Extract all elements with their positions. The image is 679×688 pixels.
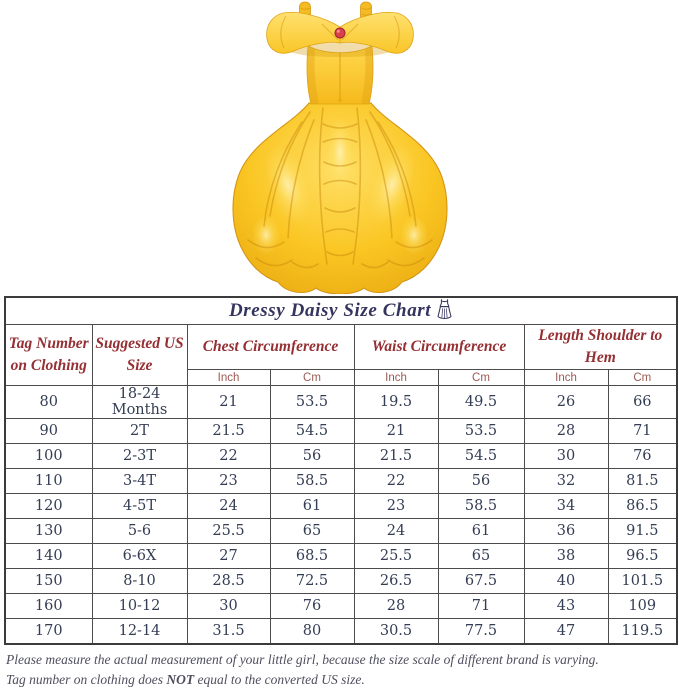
dress-illustration <box>225 0 455 294</box>
size-cell: 22 <box>354 469 438 494</box>
size-cell: 31.5 <box>187 619 270 644</box>
size-row <box>5 544 677 569</box>
size-cell: 28.5 <box>187 569 270 594</box>
size-cell: 47 <box>524 619 608 644</box>
size-row <box>5 386 677 419</box>
size-cell: 25.5 <box>187 519 270 544</box>
size-cell: 100 <box>5 444 92 469</box>
size-cell: 61 <box>270 494 354 519</box>
size-cell: 18-24 Months <box>92 386 187 419</box>
size-cell: 26 <box>524 386 608 419</box>
size-cell: 65 <box>438 544 524 569</box>
column-subheader: Cm <box>438 370 524 386</box>
gem-brooch <box>335 28 345 38</box>
size-cell: 53.5 <box>270 386 354 419</box>
size-row <box>5 494 677 519</box>
size-cell: 38 <box>524 544 608 569</box>
size-cell: 21.5 <box>187 419 270 444</box>
footnotes <box>6 652 679 688</box>
size-cell: 30.5 <box>354 619 438 644</box>
size-cell: 27 <box>187 544 270 569</box>
size-cell: 54.5 <box>270 419 354 444</box>
size-cell: 53.5 <box>438 419 524 444</box>
column-header-0: Tag Number on Clothing <box>5 324 92 386</box>
size-cell: 25.5 <box>354 544 438 569</box>
chart-title: Dressy Daisy Size Chart <box>228 300 432 322</box>
size-row <box>5 569 677 594</box>
size-cell: 3-4T <box>92 469 187 494</box>
size-cell: 76 <box>608 444 677 469</box>
size-cell: 109 <box>608 594 677 619</box>
size-cell: 110 <box>5 469 92 494</box>
size-cell: 80 <box>5 386 92 419</box>
size-row <box>5 594 677 619</box>
size-cell: 65 <box>270 519 354 544</box>
size-cell: 71 <box>438 594 524 619</box>
size-cell: 54.5 <box>438 444 524 469</box>
size-cell: 150 <box>5 569 92 594</box>
size-cell: 71 <box>608 419 677 444</box>
size-cell: 30 <box>524 444 608 469</box>
size-cell: 12-14 <box>92 619 187 644</box>
column-subheader: Inch <box>187 370 270 386</box>
size-cell: 34 <box>524 494 608 519</box>
footnote: Please measure the actual measurement of your little girl, because the size scale of different brand is varying. <box>6 651 599 667</box>
size-cell: 77.5 <box>438 619 524 644</box>
size-cell: 58.5 <box>270 469 354 494</box>
size-cell: 23 <box>187 469 270 494</box>
size-cell: 2-3T <box>92 444 187 469</box>
size-cell: 21 <box>187 386 270 419</box>
size-cell: 36 <box>524 519 608 544</box>
size-cell: 130 <box>5 519 92 544</box>
size-row <box>5 419 677 444</box>
column-header-3: Waist Circumference <box>354 324 524 370</box>
size-cell: 91.5 <box>608 519 677 544</box>
footnote: Tag number on clothing does NOT equal to the converted US size. <box>6 671 365 687</box>
column-header-2: Chest Circumference <box>187 324 354 370</box>
size-cell: 56 <box>438 469 524 494</box>
product-image-dress <box>0 0 679 296</box>
title-row <box>5 297 677 324</box>
size-cell: 80 <box>270 619 354 644</box>
size-row <box>5 469 677 494</box>
size-cell: 96.5 <box>608 544 677 569</box>
dress-icon <box>436 299 453 320</box>
size-cell: 24 <box>354 519 438 544</box>
size-cell: 19.5 <box>354 386 438 419</box>
size-chart-body <box>5 386 677 644</box>
size-cell: 23 <box>354 494 438 519</box>
size-cell: 22 <box>187 444 270 469</box>
size-chart-section <box>0 296 679 645</box>
size-cell: 67.5 <box>438 569 524 594</box>
size-cell: 56 <box>270 444 354 469</box>
size-cell: 28 <box>354 594 438 619</box>
size-cell: 43 <box>524 594 608 619</box>
size-row <box>5 519 677 544</box>
size-cell: 140 <box>5 544 92 569</box>
column-header-4: Length Shoulder to Hem <box>524 324 677 370</box>
size-cell: 5-6 <box>92 519 187 544</box>
size-cell: 10-12 <box>92 594 187 619</box>
size-cell: 76 <box>270 594 354 619</box>
column-header-1: Suggested US Size <box>92 324 187 386</box>
size-cell: 120 <box>5 494 92 519</box>
size-row <box>5 619 677 644</box>
size-cell: 49.5 <box>438 386 524 419</box>
size-cell: 28 <box>524 419 608 444</box>
size-cell: 68.5 <box>270 544 354 569</box>
size-cell: 101.5 <box>608 569 677 594</box>
size-cell: 81.5 <box>608 469 677 494</box>
size-cell: 32 <box>524 469 608 494</box>
size-cell: 4-5T <box>92 494 187 519</box>
size-cell: 170 <box>5 619 92 644</box>
size-cell: 24 <box>187 494 270 519</box>
size-cell: 58.5 <box>438 494 524 519</box>
size-cell: 21 <box>354 419 438 444</box>
chart-title-cell <box>5 297 677 324</box>
size-chart-table <box>4 296 678 645</box>
size-cell: 90 <box>5 419 92 444</box>
size-cell: 21.5 <box>354 444 438 469</box>
size-cell: 66 <box>608 386 677 419</box>
size-cell: 6-6X <box>92 544 187 569</box>
column-subheader: Inch <box>354 370 438 386</box>
column-subheader: Cm <box>270 370 354 386</box>
size-row <box>5 444 677 469</box>
size-cell: 40 <box>524 569 608 594</box>
size-cell: 26.5 <box>354 569 438 594</box>
column-subheader: Inch <box>524 370 608 386</box>
size-cell: 86.5 <box>608 494 677 519</box>
size-cell: 61 <box>438 519 524 544</box>
size-cell: 72.5 <box>270 569 354 594</box>
size-cell: 119.5 <box>608 619 677 644</box>
column-subheader: Cm <box>608 370 677 386</box>
size-cell: 30 <box>187 594 270 619</box>
size-cell: 160 <box>5 594 92 619</box>
size-cell: 8-10 <box>92 569 187 594</box>
header-group-row <box>5 324 677 370</box>
size-cell: 2T <box>92 419 187 444</box>
